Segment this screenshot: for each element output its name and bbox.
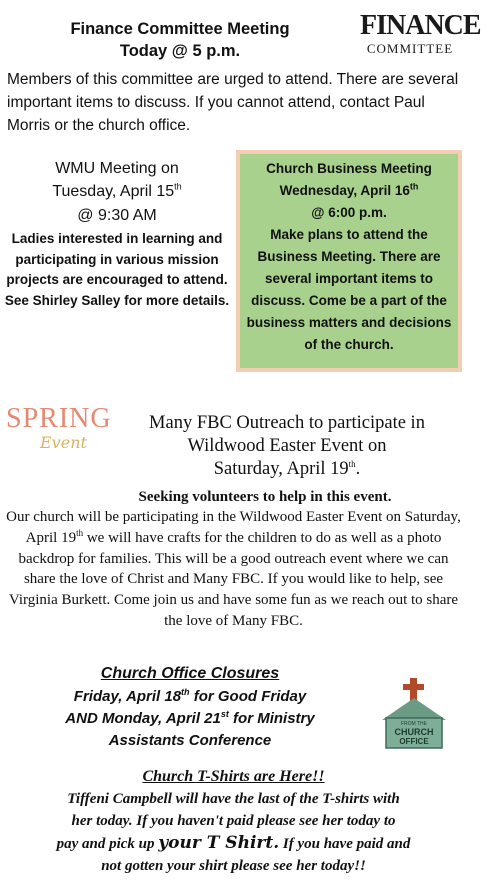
wmu-date — [4, 180, 230, 204]
business-description: Make plans to attend the Business Meeting. There are several important items to discuss. Come be a part of the business matters and decisions of the church. — [246, 227, 452, 352]
closure-line-text: AND Monday, April 21 — [65, 710, 221, 727]
outreach-date-line — [112, 458, 462, 481]
tshirts-text: If you have paid and — [279, 836, 411, 852]
outreach-title-line: Many FBC Outreach to participate in — [149, 413, 425, 433]
business-time: @ 6:00 p.m. — [311, 205, 387, 220]
wmu-description: Ladies interested in learning and participating in various mission projects are encouraged to attend. See Shirley Salley for more details. — [4, 231, 230, 308]
outreach-date-text: Saturday, April 19 — [213, 459, 349, 479]
tshirts-line: her today. If you haven't paid please see her today to — [71, 813, 396, 829]
church-office-icon — [378, 676, 450, 752]
office-closures-section — [20, 662, 360, 752]
tshirts-line: not gotten your shirt please see her today!! — [101, 858, 366, 874]
outreach-date-suffix: th — [348, 458, 356, 469]
wmu-date-suffix: th — [174, 181, 182, 192]
finance-time-line: Today @ 5 p.m. — [119, 42, 241, 60]
business-meeting-box — [236, 150, 462, 372]
closure-line — [20, 708, 360, 730]
closure-line-text: Friday, April 18 — [73, 688, 182, 705]
closure-line — [20, 686, 360, 708]
outreach-description — [6, 507, 461, 632]
sign-text-top: FROM THE — [400, 721, 428, 727]
spring-event-logo — [6, 404, 110, 462]
event-logo-word: Event — [40, 433, 87, 452]
outreach-body-text: we will have crafts for the children to do as well as a photo backdrop for families. This will be a good outreach event where we can share the love of Christ and Many FBC. If you would like to help, see Virginia Burkett. Come join us and have some fun as we reach out to share the love of Many FBC. — [8, 529, 459, 629]
closure-line-text: for Ministry — [228, 710, 315, 727]
outreach-date-end: . — [355, 459, 361, 479]
finance-logo-word: FINANCE — [360, 10, 481, 41]
spring-logo-word: SPRING — [6, 403, 112, 434]
closure-line-text: for Good Friday — [189, 688, 307, 705]
wmu-time: @ 9:30 AM — [77, 207, 157, 224]
church-roof — [382, 698, 446, 720]
wmu-date-text: Tuesday, April 15 — [52, 183, 175, 200]
committee-logo-word: COMMITTEE — [366, 41, 454, 56]
business-date — [240, 180, 458, 202]
closures-heading: Church Office Closures — [100, 665, 280, 682]
outreach-title-line: Wildwood Easter Event on — [187, 436, 387, 456]
outreach-body-suffix: th — [76, 527, 84, 538]
closure-line-suffix: th — [181, 687, 190, 697]
sign-text-bottom: OFFICE — [399, 737, 429, 746]
tshirts-heading: Church T-Shirts are Here!! — [142, 768, 325, 785]
tshirts-line — [6, 832, 461, 855]
wmu-title: WMU Meeting on — [55, 160, 179, 177]
closure-line: Assistants Conference — [108, 732, 272, 749]
tshirts-section — [6, 766, 461, 877]
tshirts-script-text: your T Shirt. — [158, 833, 280, 853]
tshirts-line: Tiffeni Campbell will have the last of the T-shirts with — [67, 791, 400, 807]
tshirts-text: pay and pick up — [56, 836, 159, 852]
outreach-subtitle: Seeking volunteers to help in this event. — [138, 489, 392, 505]
church-cross-bar — [403, 684, 424, 690]
business-title: Church Business Meeting — [266, 161, 432, 176]
finance-description: Members of this committee are urged to attend. There are several important items to discuss. If you cannot attend, contact Paul Morris or the church office. — [7, 71, 459, 134]
business-date-suffix: th — [409, 181, 419, 192]
finance-title-line: Finance Committee Meeting — [70, 20, 290, 38]
outreach-body-text: Our church will be participating in the Wildwood Easter Event on Saturday, April 19 — [6, 509, 461, 546]
wmu-meeting-section — [4, 158, 230, 311]
sign-text-main: CHURCH — [394, 727, 434, 737]
business-date-text: Wednesday, April 16 — [279, 183, 410, 198]
finance-meeting-title — [0, 18, 360, 62]
outreach-title — [112, 412, 462, 481]
finance-committee-logo — [360, 10, 481, 72]
closure-line-suffix: st — [220, 709, 229, 719]
